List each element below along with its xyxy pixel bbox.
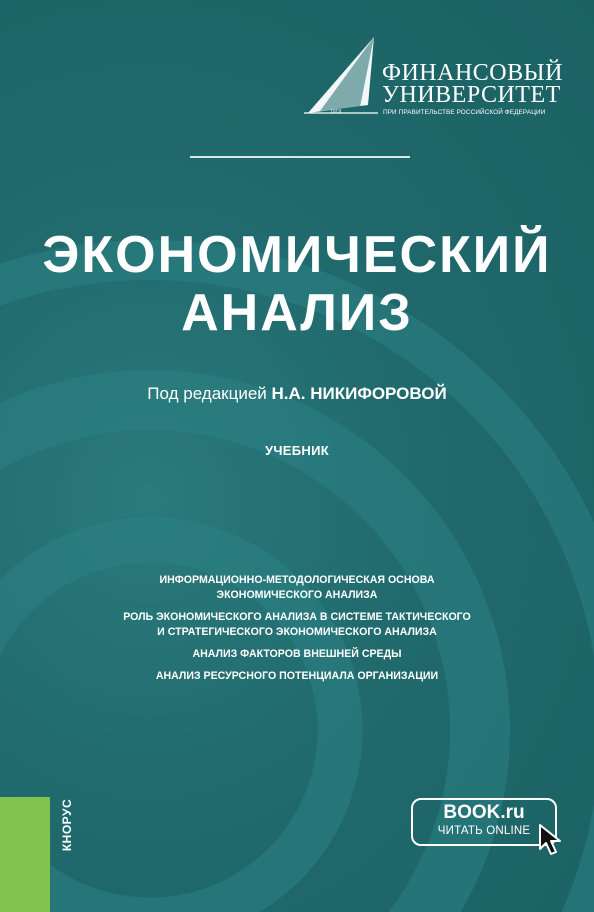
book-ru-subtitle: ЧИТАТЬ ONLINE: [437, 825, 531, 837]
topic-item: РОЛЬ ЭКОНОМИЧЕСКОГО АНАЛИЗА В СИСТЕМЕ ТАКТИЧЕСКОГО И СТРАТЕГИЧЕСКОГО ЭКОНОМИЧЕСКОГО АНАЛИЗА: [123, 611, 471, 638]
topic-item: АНАЛИЗ ФАКТОРОВ ВНЕШНЕЙ СРЕДЫ: [192, 648, 402, 660]
university-name-line1: ФИНАНСОВЫЙ: [382, 60, 563, 86]
university-name-line2: УНИВЕРСИТЕТ: [382, 82, 561, 108]
document-type: УЧЕБНИК: [264, 443, 329, 458]
topics-list: [60, 573, 534, 691]
book-ru-title: BOOK.ru: [443, 802, 525, 823]
book-title-line1: ЭКОНОМИЧЕСКИЙ: [42, 226, 552, 284]
university-subline: ПРИ ПРАВИТЕЛЬСТВЕ РОССИЙСКОЙ ФЕДЕРАЦИИ: [383, 109, 546, 116]
topic-item: ИНФОРМАЦИОННО-МЕТОДОЛОГИЧЕСКАЯ ОСНОВА ЭКОНОМИЧЕСКОГО АНАЛИЗА: [159, 574, 435, 601]
university-logo: [300, 35, 570, 125]
green-spine-block: [0, 797, 50, 912]
topic-item: АНАЛИЗ РЕСУРСНОГО ПОТЕНЦИАЛА ОРГАНИЗАЦИИ: [155, 670, 439, 682]
editor-credit: [0, 384, 594, 404]
editor-prefix: Под редакцией: [147, 384, 272, 403]
publisher-name: КНОРУС: [60, 798, 74, 852]
editor-name: Н.А. НИКИФОРОВОЙ: [271, 384, 447, 403]
university-logo-icon: [300, 35, 380, 117]
header-divider: [190, 156, 410, 158]
publisher-label: [53, 790, 81, 860]
cursor-arrow-icon: [536, 823, 566, 857]
university-year: 1919: [330, 109, 342, 115]
book-title-line2: АНАЛИЗ: [181, 284, 413, 342]
